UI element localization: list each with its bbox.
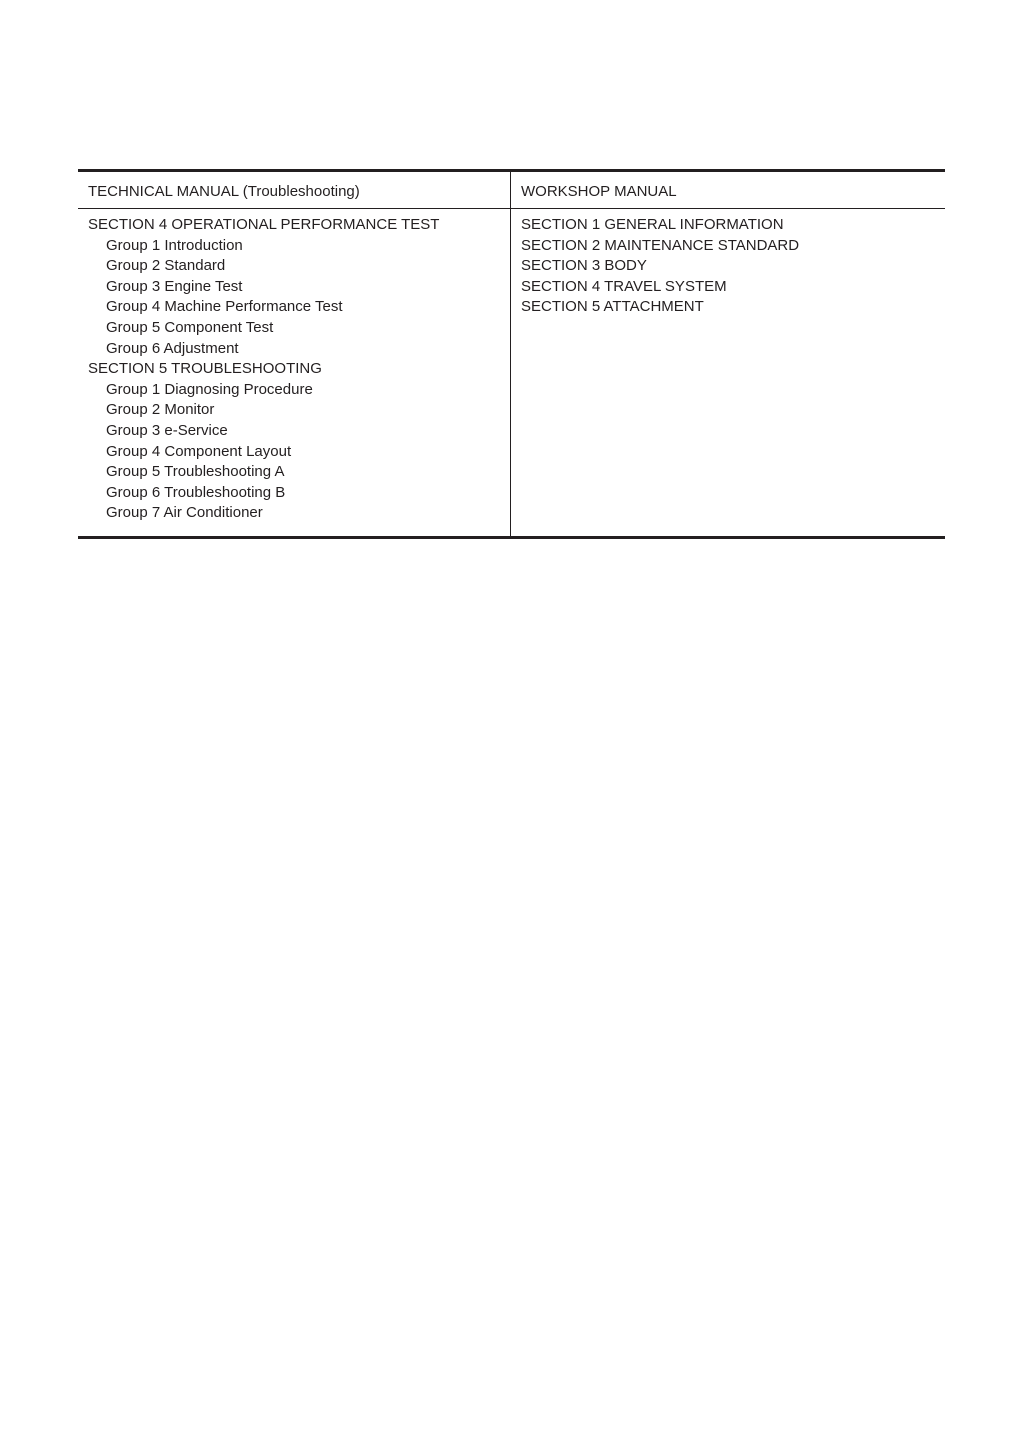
section-title: SECTION 5 TROUBLESHOOTING: [88, 360, 322, 378]
table-header-row: [78, 172, 945, 209]
technical-manual-header: TECHNICAL MANUAL (Troubleshooting): [78, 172, 511, 208]
section-title: SECTION 2 MAINTENANCE STANDARD: [521, 236, 800, 254]
group-item: Group 3 Engine Test: [106, 277, 243, 295]
group-item: Group 4 Component Layout: [106, 442, 292, 460]
section-title: SECTION 5 ATTACHMENT: [521, 298, 704, 316]
group-item: Group 6 Troubleshooting B: [106, 483, 286, 501]
table-body-row: [78, 209, 945, 536]
group-item: Group 1 Diagnosing Procedure: [106, 380, 313, 398]
section-title: SECTION 3 BODY: [521, 257, 647, 275]
workshop-manual-header: WORKSHOP MANUAL: [521, 183, 677, 200]
group-item: Group 2 Monitor: [106, 401, 215, 419]
manual-contents-table: [78, 169, 945, 539]
group-item: Group 1 Introduction: [106, 236, 243, 254]
section-title: SECTION 4 OPERATIONAL PERFORMANCE TEST: [88, 216, 440, 233]
group-item: Group 2 Standard: [106, 257, 226, 275]
section-title: SECTION 1 GENERAL INFORMATION: [521, 216, 784, 233]
group-item: Group 3 e-Service: [106, 421, 228, 439]
technical-manual-contents: [78, 209, 511, 536]
workshop-manual-contents: [511, 209, 945, 536]
group-item: Group 5 Component Test: [106, 318, 274, 336]
group-item: Group 4 Machine Performance Test: [106, 298, 343, 316]
section-title: SECTION 4 TRAVEL SYSTEM: [521, 277, 727, 295]
group-item: Group 5 Troubleshooting A: [106, 463, 285, 481]
group-item: Group 7 Air Conditioner: [106, 504, 263, 522]
group-item: Group 6 Adjustment: [106, 339, 239, 357]
